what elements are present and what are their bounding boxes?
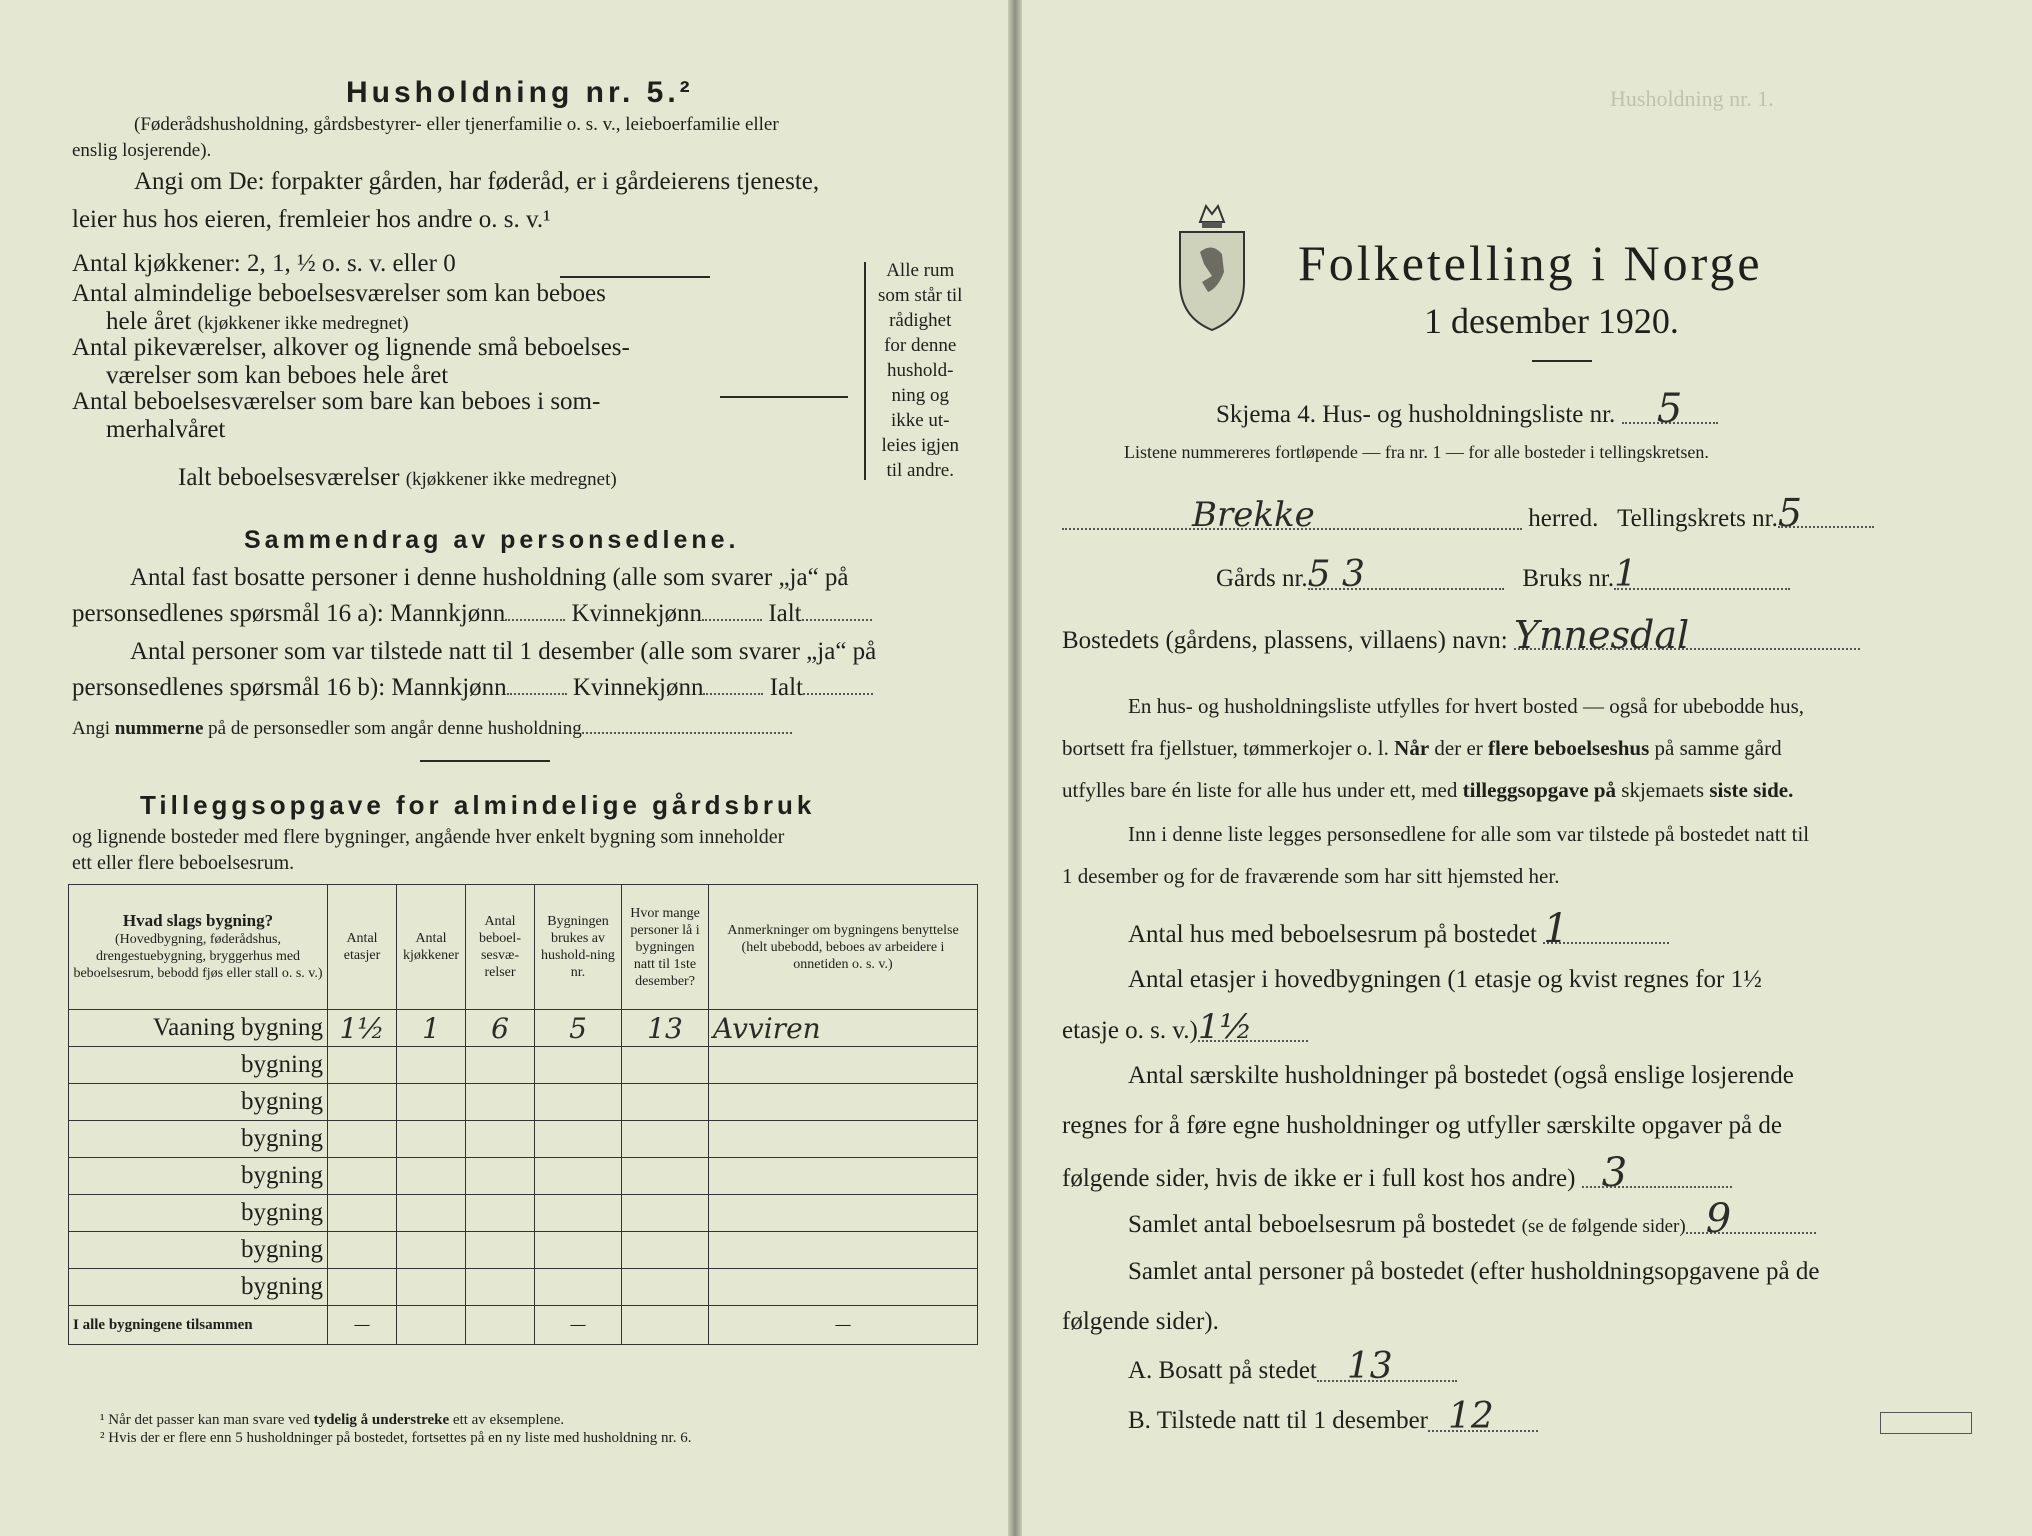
hus-value: 1	[1543, 916, 1669, 944]
table-cell	[328, 1232, 397, 1269]
kjokkener-label: Antal kjøkkener: 2, 1, ½ o. s. v. eller 0	[72, 250, 456, 277]
table-row	[69, 1195, 978, 1232]
angi-line-2: leier hus hos eieren, fremleier hos andre o. s. v.¹	[72, 206, 551, 233]
col-header-anmerkninger: Anmerkninger om bygningens benyttelse (helt ubebodd, beboes av arbeidere i onnetiden o. s. v.)	[709, 885, 978, 1010]
side-note-line: ikke ut-	[890, 410, 950, 431]
total-row	[69, 1306, 978, 1345]
coat-of-arms-icon	[1172, 192, 1252, 332]
side-note-line: for denne	[884, 335, 957, 356]
building-table	[68, 884, 978, 1345]
ialt-rule	[720, 396, 848, 398]
table-cell: 6	[466, 1010, 535, 1047]
table-cell	[535, 1269, 622, 1306]
table-cell	[397, 1047, 466, 1084]
fast-line-1: Antal fast bosatte personer i denne husholdning (alle som svarer „ja“ på	[130, 564, 849, 591]
side-bracket	[864, 262, 866, 480]
table-cell: 1	[397, 1010, 466, 1047]
table-cell	[397, 1084, 466, 1121]
table-row	[69, 1121, 978, 1158]
herred-line: Brekke herred. Tellingskrets nr.5	[1062, 500, 1874, 533]
table-cell	[709, 1158, 978, 1195]
side-note-line: hushold-	[886, 360, 954, 381]
side-note-line: ning og	[891, 385, 949, 406]
info-line-2: bortsett fra fjellstuer, tømmerkojer o. l. Når der er flere beboelseshus på samme gård	[1062, 736, 1782, 760]
side-note-line: Alle rum	[886, 260, 955, 281]
intro-text-2: enslig losjerende).	[72, 140, 212, 161]
building-type-cell: bygning	[69, 1158, 328, 1195]
total-cell: —	[328, 1306, 397, 1345]
col-header-kjokkener: Antal kjøkkener	[397, 885, 466, 1010]
gards-value: 5 3	[1308, 562, 1504, 590]
total-cell: —	[709, 1306, 978, 1345]
table-cell	[622, 1232, 709, 1269]
ghost-heading: Husholdning nr. 1.	[1610, 86, 1774, 111]
side-note-line: som står til	[878, 285, 963, 306]
side-note-line: leies igjen	[881, 435, 959, 456]
table-cell	[622, 1158, 709, 1195]
col-header-type: Hvad slags bygning? (Hovedbygning, føderådshus, drengestuebygning, bryggerhus med beboelsesrum, bebodd fjøs eller stall o. s. v.)	[69, 885, 328, 1010]
table-cell	[466, 1232, 535, 1269]
table-cell: 5	[535, 1010, 622, 1047]
alm-label-2: hele året (kjøkkener ikke medregnet)	[106, 308, 409, 335]
pike-label-2: værelser som kan beboes hele året	[106, 362, 449, 389]
col-header-etasjer: Antal etasjer	[328, 885, 397, 1010]
bare-label-2: merhalvåret	[106, 416, 226, 443]
building-type-cell: bygning	[69, 1047, 328, 1084]
table-cell	[397, 1121, 466, 1158]
samlet-pers-line-1: Samlet antal personer på bostedet (efter husholdningsopgavene på de	[1128, 1258, 1820, 1285]
etasjer-value: 1½	[1198, 1014, 1308, 1042]
col-header-personer: Hvor mange personer lå i bygningen natt til 1ste desember?	[622, 885, 709, 1010]
census-date: 1 desember 1920.	[1424, 301, 1679, 341]
table-row	[69, 1047, 978, 1084]
table-cell	[466, 1084, 535, 1121]
saer-line-1: Antal særskilte husholdninger på bostedet (også enslige losjerende	[1128, 1062, 1794, 1089]
table-cell	[466, 1158, 535, 1195]
skjema-label: Skjema 4. Hus- og husholdningsliste nr. 5	[1216, 396, 1718, 429]
samlet-pers-line-2: følgende sider).	[1062, 1308, 1219, 1335]
table-cell	[622, 1084, 709, 1121]
side-note	[878, 258, 962, 483]
building-type-cell: bygning	[69, 1121, 328, 1158]
table-row	[69, 1269, 978, 1306]
info-line-5: 1 desember og for de fraværende som har sitt hjemsted her.	[1062, 864, 1560, 888]
table-cell	[709, 1195, 978, 1232]
table-cell	[397, 1158, 466, 1195]
bosted-value: Ynnesdal	[1514, 622, 1860, 650]
bare-label-1: Antal beboelsesværelser som bare kan beboes i som-	[72, 388, 601, 415]
table-cell: 1½	[328, 1010, 397, 1047]
building-type-cell: bygning	[69, 1232, 328, 1269]
total-cell: —	[535, 1306, 622, 1345]
table-cell	[622, 1047, 709, 1084]
table-cell	[466, 1047, 535, 1084]
tilst-line-1: Antal personer som var tilstede natt til 1 desember (alle som svarer „ja“ på	[130, 638, 877, 665]
table-row	[69, 1084, 978, 1121]
building-type-cell: bygning	[69, 1195, 328, 1232]
table-cell: Avviren	[709, 1010, 978, 1047]
table-cell: 13	[622, 1010, 709, 1047]
info-line-1: En hus- og husholdningsliste utfylles for hvert bosted — også for ubebodde hus,	[1128, 694, 1804, 718]
table-cell	[535, 1232, 622, 1269]
footnote-2: ² Hvis der er flere enn 5 husholdninger på bostedet, fortsettes på en ny liste med husholdning nr. 6.	[100, 1430, 692, 1446]
building-type-cell: bygning	[69, 1269, 328, 1306]
col-header-vaerelser: Antal beboel-sesvæ-relser	[466, 885, 535, 1010]
etasjer-line-1: Antal etasjer i hovedbygningen (1 etasje og kvist regnes for 1½	[1128, 966, 1762, 993]
saer-line-3: følgende sider, hvis de ikke er i full kost hos andre) 3	[1062, 1160, 1732, 1193]
fast-line-2: personsedlenes spørsmål 16 a): Mannkjønn Kvinnekjønn Ialt	[72, 600, 872, 628]
etasjer-line-2: etasje o. s. v.)1½	[1062, 1014, 1308, 1045]
table-cell	[709, 1232, 978, 1269]
table-cell	[466, 1195, 535, 1232]
table-cell	[535, 1195, 622, 1232]
building-type-cell: bygning	[69, 1084, 328, 1121]
table-cell	[328, 1084, 397, 1121]
total-cell	[622, 1306, 709, 1345]
tillegg-line-1: og lignende bosteder med flere bygninger, angående hver enkelt bygning som inneholder	[72, 826, 785, 848]
household-title: Husholdning nr. 5.²	[346, 76, 694, 109]
skjema-value: 5	[1622, 396, 1718, 424]
saer-value: 3	[1582, 1160, 1732, 1188]
kjokkener-rule	[560, 276, 710, 278]
angi-line-1: Angi om De: forpakter gården, har føderåd, er i gårdeierens tjeneste,	[134, 168, 820, 195]
tilstede-value: 12	[1428, 1404, 1538, 1432]
side-note-line: til andre.	[886, 460, 954, 481]
info-line-4: Inn i denne liste legges personsedlene for alle som var tilstede på bostedet natt til	[1128, 822, 1810, 846]
tillegg-line-2: ett eller flere beboelsesrum.	[72, 852, 295, 874]
table-cell	[709, 1121, 978, 1158]
page-spine	[1008, 0, 1022, 1536]
info-line-3: utfylles bare én liste for alle hus under ett, med tilleggsopgave på skjemaets siste side.	[1062, 778, 1794, 802]
table-cell	[328, 1047, 397, 1084]
table-cell	[622, 1269, 709, 1306]
side-note-line: rådighet	[889, 310, 952, 331]
table-cell	[709, 1047, 978, 1084]
saer-line-2: regnes for å føre egne husholdninger og utfyller særskilte opgaver på de	[1062, 1112, 1782, 1139]
samlet-rum-line: Samlet antal beboelsesrum på bostedet (se de følgende sider) 9	[1128, 1206, 1816, 1239]
table-row	[69, 1232, 978, 1269]
samlet-rum-value: 9	[1686, 1206, 1816, 1234]
table-cell	[622, 1121, 709, 1158]
herred-value: Brekke	[1062, 502, 1522, 530]
table-cell	[466, 1269, 535, 1306]
census-title: Folketelling i Norge	[1298, 235, 1763, 291]
footnote-1: ¹ Når det passer kan man svare ved tydelig å understreke ett av eksemplene.	[100, 1412, 565, 1428]
building-type-cell: Vaaning bygning	[69, 1010, 328, 1047]
table-cell	[328, 1195, 397, 1232]
tilstede-line: B. Tilstede natt til 1 desember 12	[1128, 1404, 1538, 1435]
table-cell	[535, 1121, 622, 1158]
gards-line: Gårds nr.5 3 Bruks nr.1	[1216, 562, 1790, 593]
separator-rule	[420, 760, 550, 762]
tillegg-title: Tilleggsopgave for almindelige gårdsbruk	[140, 790, 816, 820]
total-cell	[397, 1306, 466, 1345]
table-cell	[535, 1084, 622, 1121]
pike-label-1: Antal pikeværelser, alkover og lignende små beboelses-	[72, 334, 630, 361]
sammendrag-title: Sammendrag av personsedlene.	[244, 526, 740, 554]
bosted-line: Bostedets (gårdens, plassens, villaens) navn: Ynnesdal	[1062, 622, 1860, 655]
table-cell	[397, 1232, 466, 1269]
bosatt-line: A. Bosatt på stedet 13	[1128, 1354, 1457, 1385]
table-cell	[328, 1269, 397, 1306]
printer-stamp	[1880, 1412, 1972, 1434]
total-cell	[466, 1306, 535, 1345]
table-cell	[328, 1121, 397, 1158]
table-cell	[466, 1121, 535, 1158]
col-header-husholdning: Bygningen brukes av hushold-ning nr.	[535, 885, 622, 1010]
intro-text: (Føderådshusholdning, gårdsbestyrer- eller tjenerfamilie o. s. v., leieboerfamilie eller	[134, 114, 779, 135]
bruks-value: 1	[1614, 562, 1790, 590]
table-cell	[709, 1084, 978, 1121]
table-cell	[397, 1195, 466, 1232]
tilst-line-2: personsedlenes spørsmål 16 b): Mannkjønn Kvinnekjønn Ialt	[72, 674, 873, 702]
table-cell	[535, 1158, 622, 1195]
alm-label-1: Antal almindelige beboelsesværelser som kan beboes	[72, 280, 606, 307]
title-rule	[1532, 360, 1592, 362]
total-label: I alle bygningene tilsammen	[69, 1306, 328, 1345]
krets-value: 5	[1778, 500, 1874, 528]
hus-line: Antal hus med beboelsesrum på bostedet 1	[1128, 916, 1669, 949]
table-cell	[622, 1195, 709, 1232]
table-cell	[535, 1047, 622, 1084]
table-cell	[709, 1269, 978, 1306]
listene-note: Listene nummereres fortløpende — fra nr. 1 — for alle bosteder i tellingskretsen.	[1124, 442, 1709, 462]
table-cell	[397, 1269, 466, 1306]
right-page	[1015, 0, 2032, 1536]
table-cell	[328, 1158, 397, 1195]
table-row	[69, 1010, 978, 1047]
ialt-label: Ialt beboelsesværelser (kjøkkener ikke medregnet)	[178, 464, 617, 491]
bosatt-value: 13	[1317, 1354, 1457, 1382]
table-row	[69, 1158, 978, 1195]
nummerne-line: Angi nummerne på de personsedler som angår denne husholdning	[72, 718, 792, 740]
